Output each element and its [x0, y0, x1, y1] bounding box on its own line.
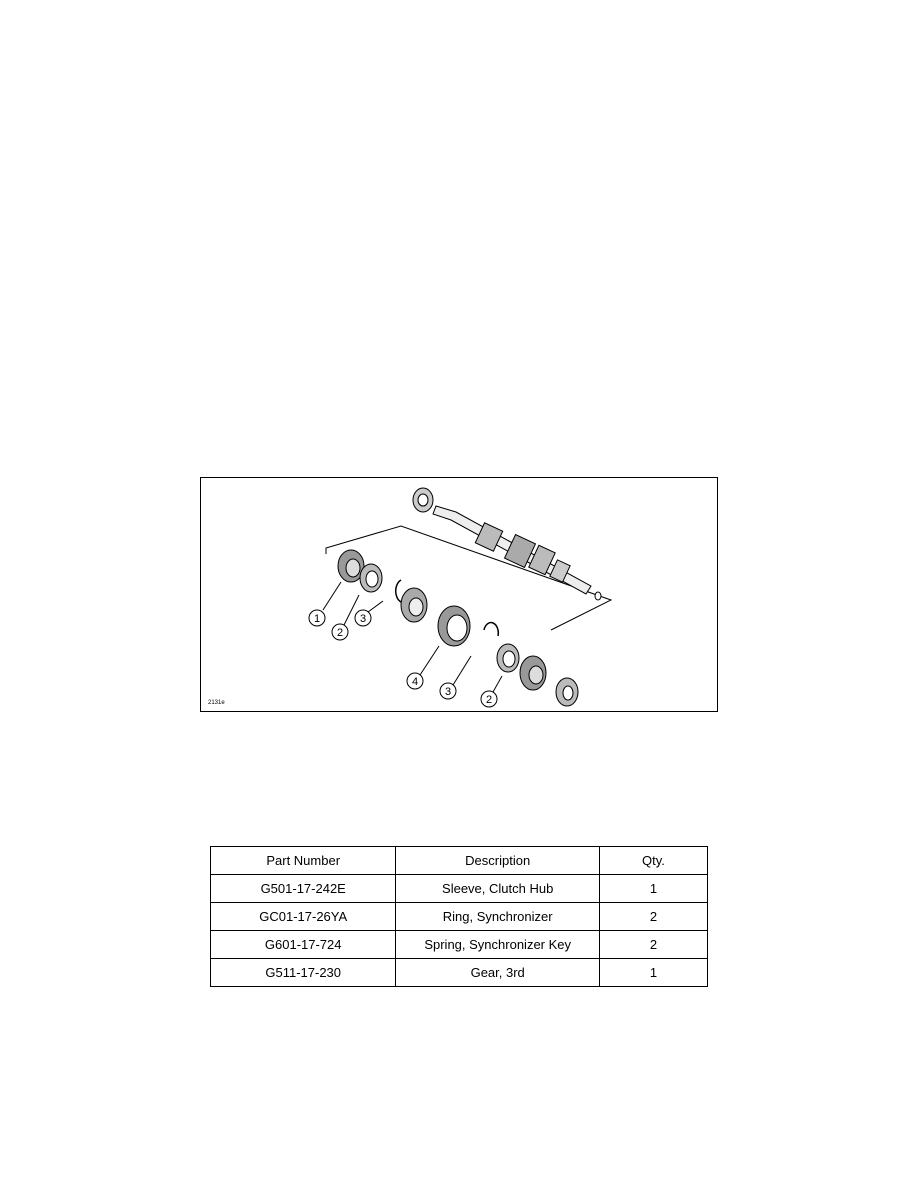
bearing: [556, 678, 578, 706]
cell-part-number: GC01-17-26YA: [211, 903, 396, 931]
cell-qty: 2: [599, 931, 707, 959]
header-qty: Qty.: [599, 847, 707, 875]
callout-1: 1: [313, 613, 321, 625]
callout-3: 3: [359, 613, 367, 625]
cell-description: Spring, Synchronizer Key: [396, 931, 600, 959]
parts-table: [210, 846, 708, 987]
header-part-number: Part Number: [211, 847, 396, 875]
callout-3b: 3: [444, 686, 452, 698]
header-description: Description: [396, 847, 600, 875]
exploded-view-figure: [200, 477, 718, 712]
synchronizer-ring-part-2: [360, 564, 382, 592]
cell-description: Sleeve, Clutch Hub: [396, 875, 600, 903]
gear-3rd: [520, 656, 546, 690]
table-row: [211, 959, 708, 987]
cell-qty: 2: [599, 903, 707, 931]
cell-part-number: G501-17-242E: [211, 875, 396, 903]
callout-2b: 2: [485, 694, 493, 706]
clutch-hub-sleeve-part-4: [438, 606, 470, 646]
cell-qty: 1: [599, 959, 707, 987]
table-header-row: [211, 847, 708, 875]
table-row: [211, 875, 708, 903]
synchronizer-ring-part-2-right: [497, 644, 519, 672]
spring-part-3-right: [484, 623, 498, 636]
cell-part-number: G601-17-724: [211, 931, 396, 959]
callout-2: 2: [336, 627, 344, 639]
transmission-shaft-illustration: [201, 478, 719, 713]
table-row: [211, 903, 708, 931]
callout-4: 4: [411, 676, 419, 688]
cell-qty: 1: [599, 875, 707, 903]
table-row: [211, 931, 708, 959]
cell-description: Gear, 3rd: [396, 959, 600, 987]
cell-part-number: G511-17-230: [211, 959, 396, 987]
main-shaft: [413, 488, 601, 600]
cell-description: Ring, Synchronizer: [396, 903, 600, 931]
clutch-hub: [401, 588, 427, 622]
figure-code: 2131e: [208, 700, 225, 706]
